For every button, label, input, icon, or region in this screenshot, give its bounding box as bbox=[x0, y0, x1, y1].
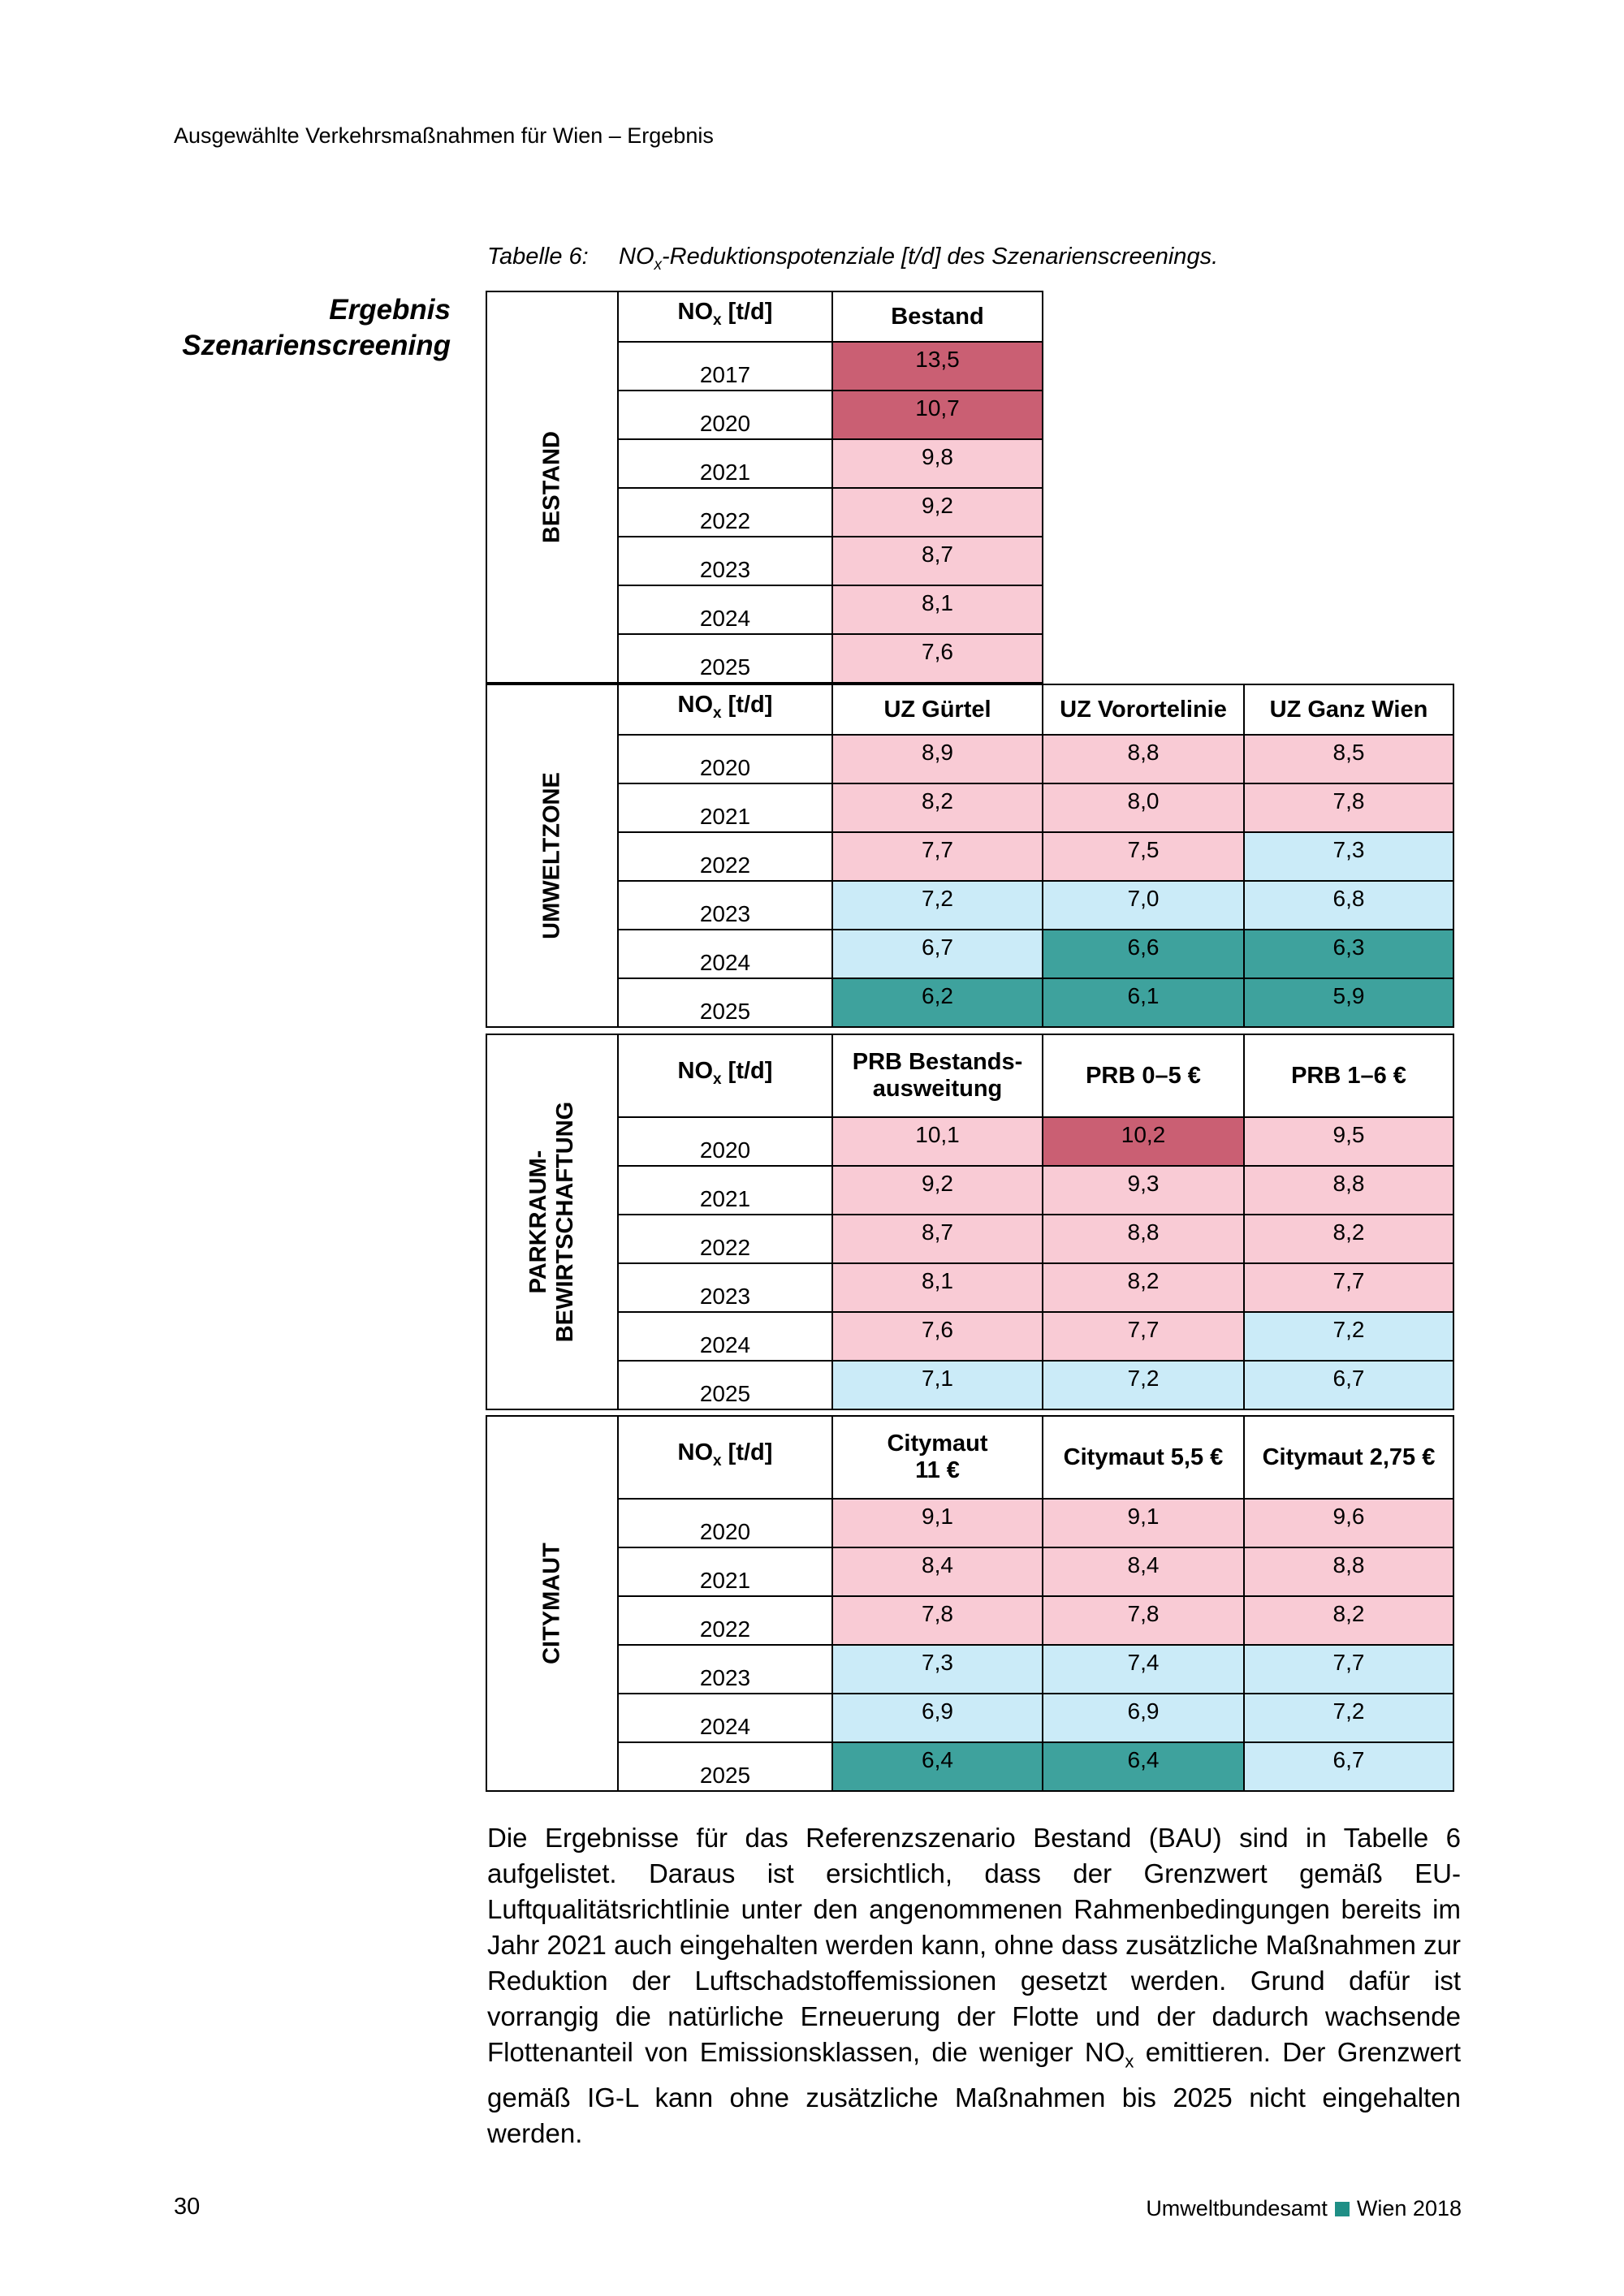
value-cell: 6,4 bbox=[1043, 1742, 1244, 1791]
value-cell: 7,2 bbox=[1043, 1361, 1244, 1409]
value-cell: 9,3 bbox=[1043, 1166, 1244, 1215]
publisher-name: Umweltbundesamt bbox=[1146, 2196, 1328, 2220]
value-cell: 8,4 bbox=[832, 1547, 1043, 1596]
year-cell: 2020 bbox=[618, 1499, 832, 1547]
column-header: PRB 1–6 € bbox=[1244, 1034, 1453, 1117]
value-cell: 7,8 bbox=[832, 1596, 1043, 1645]
page-number: 30 bbox=[174, 2194, 201, 2220]
caption-text: -Reduktionspotenziale [t/d] des Szenarienscreenings. bbox=[662, 244, 1219, 270]
value-cell: 7,6 bbox=[832, 634, 1043, 683]
value-cell: 7,7 bbox=[1244, 1645, 1453, 1694]
group-label-line: BEWIRTSCHAFTUNG bbox=[552, 1101, 578, 1343]
year-cell: 2020 bbox=[618, 391, 832, 439]
value-cell: 7,3 bbox=[832, 1645, 1043, 1694]
group-cell-umweltzone bbox=[486, 684, 618, 1027]
value-cell: 7,7 bbox=[1244, 1263, 1453, 1312]
value-cell: 10,7 bbox=[832, 391, 1043, 439]
table-row bbox=[486, 832, 1453, 881]
value-cell: 9,6 bbox=[1244, 1499, 1453, 1547]
nox-header: $NO_x$ [t/d] bbox=[618, 1034, 832, 1117]
value-cell: 8,2 bbox=[1244, 1215, 1453, 1263]
value-cell: 7,1 bbox=[832, 1361, 1043, 1409]
table-row bbox=[486, 1499, 1453, 1547]
year-cell: 2020 bbox=[618, 1117, 832, 1166]
year-cell: 2024 bbox=[618, 1312, 832, 1361]
year-cell: 2021 bbox=[618, 783, 832, 832]
value-cell: 8,8 bbox=[1244, 1166, 1453, 1215]
value-cell: 9,2 bbox=[832, 488, 1043, 537]
value-cell: 9,1 bbox=[832, 1499, 1043, 1547]
table-citymaut bbox=[486, 1415, 1454, 1792]
value-cell: 8,2 bbox=[1244, 1596, 1453, 1645]
value-cell: 9,2 bbox=[832, 1166, 1043, 1215]
group-label-citymaut: CITYMAUT bbox=[538, 1543, 565, 1664]
table-parkraum bbox=[486, 1034, 1454, 1410]
table-row bbox=[486, 1117, 1453, 1166]
year-cell: 2017 bbox=[618, 342, 832, 391]
value-cell: 7,6 bbox=[832, 1312, 1043, 1361]
year-cell: 2021 bbox=[618, 1547, 832, 1596]
running-header: Ausgewählte Verkehrsmaßnahmen für Wien – Ergebnis bbox=[174, 123, 714, 148]
value-cell: 8,7 bbox=[832, 1215, 1043, 1263]
value-cell: 6,2 bbox=[832, 978, 1043, 1027]
value-cell: 6,7 bbox=[1244, 1742, 1453, 1791]
year-cell: 2024 bbox=[618, 930, 832, 978]
group-cell-bestand bbox=[486, 291, 618, 683]
value-cell: 6,1 bbox=[1043, 978, 1244, 1027]
group-label-line: PARKRAUM- bbox=[525, 1150, 551, 1294]
column-header-line: Citymaut bbox=[887, 1431, 988, 1457]
value-cell: 8,8 bbox=[1043, 735, 1244, 783]
year-cell: 2023 bbox=[618, 1263, 832, 1312]
value-cell: 9,5 bbox=[1244, 1117, 1453, 1166]
value-cell: 8,1 bbox=[832, 1263, 1043, 1312]
column-header bbox=[832, 1416, 1043, 1499]
value-cell: 7,8 bbox=[1244, 783, 1453, 832]
publisher-place-year: Wien 2018 bbox=[1356, 2196, 1462, 2220]
table-umweltzone bbox=[486, 684, 1454, 1028]
year-cell: 2022 bbox=[618, 488, 832, 537]
table-row bbox=[486, 1645, 1453, 1694]
nox-header: $NO_x$ [t/d] bbox=[618, 1416, 832, 1499]
value-cell: 7,2 bbox=[832, 881, 1043, 930]
value-cell: 5,9 bbox=[1244, 978, 1453, 1027]
column-header: Citymaut 5,5 € bbox=[1043, 1416, 1244, 1499]
side-heading bbox=[146, 292, 451, 364]
column-header: PRB 0–5 € bbox=[1043, 1034, 1244, 1117]
year-cell: 2022 bbox=[618, 1596, 832, 1645]
caption-nox-sub: x bbox=[654, 256, 662, 274]
body-paragraph bbox=[487, 1820, 1461, 2151]
group-cell-citymaut bbox=[486, 1416, 618, 1791]
value-cell: 8,8 bbox=[1043, 1215, 1244, 1263]
table-caption bbox=[487, 244, 1218, 274]
footer-publisher bbox=[1146, 2196, 1462, 2221]
table-row bbox=[486, 1547, 1453, 1596]
year-cell: 2020 bbox=[618, 735, 832, 783]
column-header bbox=[832, 1034, 1043, 1117]
value-cell: 7,2 bbox=[1244, 1312, 1453, 1361]
year-cell: 2023 bbox=[618, 1645, 832, 1694]
group-label-bestand: BESTAND bbox=[538, 430, 565, 544]
value-cell: 8,2 bbox=[1043, 1263, 1244, 1312]
year-cell: 2023 bbox=[618, 881, 832, 930]
table-row bbox=[486, 881, 1453, 930]
value-cell: 9,8 bbox=[832, 439, 1043, 488]
square-bullet-icon bbox=[1335, 2202, 1350, 2216]
value-cell: 6,9 bbox=[1043, 1694, 1244, 1742]
column-header-line: ausweitung bbox=[872, 1076, 1003, 1102]
group-label-umweltzone: UMWELTZONE bbox=[538, 772, 565, 939]
value-cell: 8,7 bbox=[832, 537, 1043, 585]
value-cell: 7,7 bbox=[1043, 1312, 1244, 1361]
value-cell: 7,5 bbox=[1043, 832, 1244, 881]
caption-number: Tabelle 6: bbox=[487, 244, 589, 270]
side-heading-line2: Szenarienscreening bbox=[182, 330, 451, 361]
year-cell: 2022 bbox=[618, 832, 832, 881]
table-row bbox=[486, 1596, 1453, 1645]
nox-header: $NO_x$ [t/d] bbox=[618, 291, 832, 342]
value-cell: 7,4 bbox=[1043, 1645, 1244, 1694]
year-cell: 2024 bbox=[618, 1694, 832, 1742]
year-cell: 2025 bbox=[618, 634, 832, 683]
value-cell: 6,7 bbox=[832, 930, 1043, 978]
side-heading-line1: Ergebnis bbox=[329, 294, 451, 326]
value-cell: 7,2 bbox=[1244, 1694, 1453, 1742]
value-cell: 13,5 bbox=[832, 342, 1043, 391]
value-cell: 6,4 bbox=[832, 1742, 1043, 1791]
year-cell: 2024 bbox=[618, 585, 832, 634]
year-cell: 2022 bbox=[618, 1215, 832, 1263]
value-cell: 7,8 bbox=[1043, 1596, 1244, 1645]
value-cell: 9,1 bbox=[1043, 1499, 1244, 1547]
column-header: UZ Vorortelinie bbox=[1043, 684, 1244, 735]
table-row bbox=[486, 1312, 1453, 1361]
value-cell: 8,2 bbox=[832, 783, 1043, 832]
year-cell: 2021 bbox=[618, 439, 832, 488]
column-header: Bestand bbox=[832, 291, 1043, 342]
value-cell: 6,6 bbox=[1043, 930, 1244, 978]
column-header: UZ Gürtel bbox=[832, 684, 1043, 735]
table-row bbox=[486, 1215, 1453, 1263]
value-cell: 6,9 bbox=[832, 1694, 1043, 1742]
group-cell-parkraum bbox=[486, 1034, 618, 1409]
table-row bbox=[486, 1166, 1453, 1215]
value-cell: 10,2 bbox=[1043, 1117, 1244, 1166]
table-row bbox=[486, 1361, 1453, 1409]
table-row bbox=[486, 783, 1453, 832]
table-bestand bbox=[486, 291, 1043, 684]
table-row bbox=[486, 1694, 1453, 1742]
table-row bbox=[486, 1742, 1453, 1791]
table-row bbox=[486, 930, 1453, 978]
body-nox: NO bbox=[1084, 2037, 1125, 2067]
value-cell: 8,1 bbox=[832, 585, 1043, 634]
table-row bbox=[486, 978, 1453, 1027]
value-cell: 6,8 bbox=[1244, 881, 1453, 930]
table-row bbox=[486, 735, 1453, 783]
year-cell: 2023 bbox=[618, 537, 832, 585]
value-cell: 7,3 bbox=[1244, 832, 1453, 881]
year-cell: 2021 bbox=[618, 1166, 832, 1215]
body-text-part: Die Ergebnisse für das Referenzszenario Bestand (BAU) sind in Tabelle 6 aufgelistet. Daraus ist ersichtlich, dass der Grenzwert gemäß EU-Luftqualitätsrichtlinie unter den angenommenen Rahmenbedingungen bereits im Jahr 2021 auch eingehalten werden kann, ohne dass zusätzliche Maßnahmen zur Reduktion der Luftschadstoffemissionen gesetzt werden. Grund dafür ist vorrangig die natürliche Erneuerung der Flotte und der dadurch wachsende Flottenanteil von Emissionsklassen, die weniger bbox=[487, 1823, 1461, 2067]
value-cell: 8,9 bbox=[832, 735, 1043, 783]
body-text-part: emittieren. Der Grenzwert gemäß IG-L kann ohne zusätzliche Maßnahmen bis 2025 nicht eingehalten werden. bbox=[487, 2037, 1461, 2148]
value-cell: 8,0 bbox=[1043, 783, 1244, 832]
value-cell: 6,3 bbox=[1244, 930, 1453, 978]
value-cell: 7,7 bbox=[832, 832, 1043, 881]
column-header-line: PRB Bestands- bbox=[852, 1049, 1023, 1075]
value-cell: 8,8 bbox=[1244, 1547, 1453, 1596]
table-row bbox=[486, 1263, 1453, 1312]
value-cell: 10,1 bbox=[832, 1117, 1043, 1166]
caption-nox: NO bbox=[619, 244, 654, 270]
value-cell: 8,5 bbox=[1244, 735, 1453, 783]
group-label-parkraum bbox=[525, 1102, 579, 1342]
year-cell: 2025 bbox=[618, 1742, 832, 1791]
value-cell: 8,4 bbox=[1043, 1547, 1244, 1596]
value-cell: 6,7 bbox=[1244, 1361, 1453, 1409]
body-nox-sub: x bbox=[1125, 2051, 1134, 2072]
year-cell: 2025 bbox=[618, 1361, 832, 1409]
column-header-line: 11 € bbox=[915, 1457, 960, 1483]
value-cell: 7,0 bbox=[1043, 881, 1244, 930]
column-header: UZ Ganz Wien bbox=[1244, 684, 1453, 735]
nox-header: $NO_x$ [t/d] bbox=[618, 684, 832, 735]
column-header: Citymaut 2,75 € bbox=[1244, 1416, 1453, 1499]
year-cell: 2025 bbox=[618, 978, 832, 1027]
